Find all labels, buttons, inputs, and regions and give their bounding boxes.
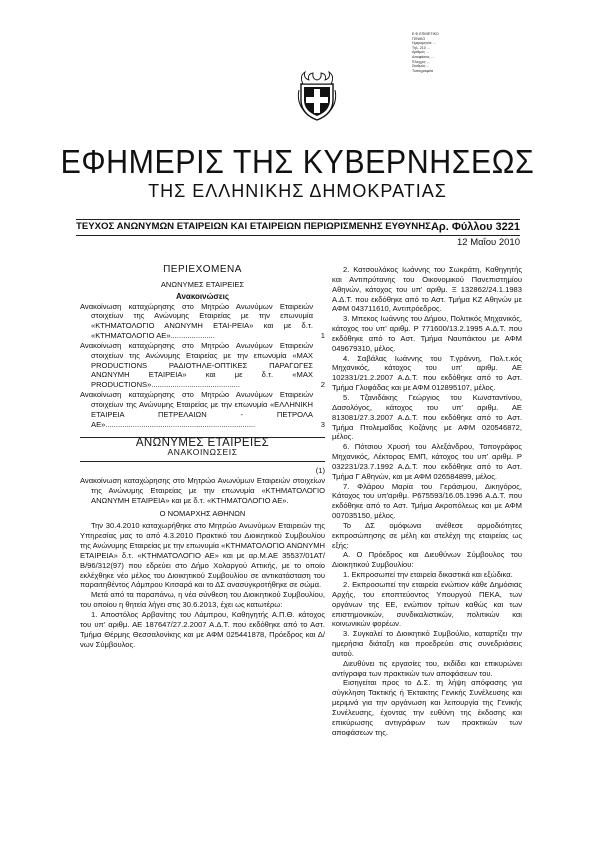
section-subtitle: ΑΝΑΚΟΙΝΩΣΕΙΣ xyxy=(167,447,238,458)
stamp-line: Έλεγχος ... xyxy=(412,59,430,64)
stamp-line: Τηλ. 210 ... xyxy=(412,45,430,50)
contents-item-page: 3 xyxy=(320,419,325,429)
prefect-heading: Ο ΝΟΜΑΡΧΗΣ ΑΘΗΝΩΝ xyxy=(159,508,246,518)
board-member-paragraph: 2. Κατσουλάκος Ιωάννης του Σωκράτη, Καθηγητής και Αντιπρύτανης του Οικονομικού Πανεπιστημίου Αθηνών, κάτοχος του υπ' αριθμ. Ξ 132862/24.1.1983 Α.Δ.Τ. που εκδόθηκε από το Αστ. Τμήμα ΚΖ Αθηνών με ΑΦΜ 043711610, Αντιπρόεδρος. xyxy=(332,265,522,314)
section-title: ΑΝΩΝΥΜΕΣ ΕΤΑΙΡΕΙΕΣ xyxy=(135,436,270,449)
notice-paragraph: Μετά από τα παραπάνω, η νέα σύνθεση του Διοικητικού Συμβουλίου, του οποίου η θητεία λήγει στις 30.6.2013, έχει ως κατωτέρω: xyxy=(80,590,325,610)
contents-item[interactable] xyxy=(80,390,325,429)
stamp-line: Αποφάσεις ... xyxy=(412,54,434,59)
left-column xyxy=(80,265,325,649)
notice-heading: Ανακοίνωση καταχώρησης στο Μητρώο Ανωνύμων Εταιρειών στοιχείων της Ανώνυμης Εταιρείας με την επωνυμία «ΚΤΗΜΑΤΟΛΟΓΙΟ ΑΝΩΝΥΜΗ ΕΤΑΙΡΕΙΑ» και με δ.τ. «ΚΤΗΜΑΤΟΛΟΓΙΟ ΑΕ». xyxy=(80,476,325,505)
representation-paragraph: Α. Ο Πρόεδρος και Διευθύνων Σύμβουλος του Διοικητικού Συμβουλίου: xyxy=(332,550,522,570)
notice-number: (1) xyxy=(315,466,325,476)
stamp-line: Ημερομηνία: ... xyxy=(412,41,437,46)
board-member-paragraph: 6. Πότσιου Χρυσή του Αλεξάνδρου, Τοπογράφος Μηχανικός, Λέκτορας ΕΜΠ, κάτοχος του υπ' αριθμ. Ρ 032231/23.7.1992 Α.Δ.Τ. που εκδόθηκε από το Αστ. Τμήμα Γ Αθηνών, και με ΑΦΜ 026584899, μέλος. xyxy=(332,442,522,481)
issue-bar xyxy=(76,221,520,233)
stamp-line: Τυπογραφεία xyxy=(412,68,434,73)
sheet-number: Αρ. Φύλλου 3221 xyxy=(430,221,520,233)
representation-paragraph: Διευθύνει τις εργασίες του, εκδίδει και επικυρώνει αντίγραφα των πρακτικών των αποφάσεων του. xyxy=(332,658,522,678)
representation-paragraph: Εισηγείται προς το Δ.Σ. τη λήψη απόφασης για σύγκληση Τακτικής ή Έκτακτης Γενικής Συνέλευσης και μεριμνά για την οργάνωση και λειτουργία της Γενικής Συνέλευσης, έχοντας την ευθύνη της έκδοσης και επικύρωσης αντιγράφων των πρακτικών των αποφάσεων της. xyxy=(332,678,522,737)
stamp-line: Σταθμός ... xyxy=(412,64,430,69)
contents-item[interactable] xyxy=(80,302,325,341)
representation-paragraph: Το ΔΣ ομόφωνα ανέθεσε αρμοδιότητες εκπροσώπησης σε μέλη και στελέχη της εταιρείας ως εξής: xyxy=(332,520,522,550)
contents-subsection: Ανακοινώσεις xyxy=(175,291,229,301)
board-member-paragraph: 7. Φλάρου Μαρία του Γεράσιμου, Δικηγόρος, Κάτοχος του υπ'αριθμ. Ρ675593/16.05.1996 Α.Δ.Τ. που εκδόθηκε από το Αστ. Τμήμα Ακροπόλεως και με ΑΦΜ 007035150, μέλος. xyxy=(332,481,522,521)
right-column xyxy=(332,265,522,738)
contents-item-page: 1 xyxy=(320,331,325,341)
issue-date: 12 Μαΐου 2010 xyxy=(457,237,520,248)
contents-item-text: Ανακοίνωση καταχώρησης στο Μητρώο Ανωνύμων Εταιρειών στοιχείων της Ανώνυμης Εταιρείας με την επωνυμία «MAX PRODUCTIONS ΡΑΔΙΟΤΗΛΕ-ΟΠΤΙΚΕΣ ΠΑΡΑΓΩΓΕΣ ΑΝΩΝΥΜΗ ΕΤΑΙΡΕΙΑ» και με δ.τ. «MAX PRODUCTIONS».......................................... xyxy=(80,340,313,390)
stamp-line: Ε.Φ.ΕΠΙΘΕΤΙΚΟ xyxy=(412,32,439,36)
contents-item[interactable] xyxy=(80,341,325,390)
issue-type: ΤΕΥΧΟΣ ΑΝΩΝΥΜΩΝ ΕΤΑΙΡΕΙΩΝ ΚΑΙ ΕΤΑΙΡΕΙΩΝ ΠΕΡΙΩΡΙΣΜΕΝΗΣ ΕΥΘΥΝΗΣ xyxy=(76,221,431,232)
notice-paragraph: Την 30.4.2010 καταχωρήθηκε στο Μητρώο Ανωνύμων Εταιρειών της Υπηρεσίας μας το από 4.3.2010 Πρακτικό του Διοικητικού Συμβουλίου της Ανώνυμης Εταιρείας με την επωνυμία «ΚΤΗΜΑΤΟΛΟΓΙΟ ΑΝΩΝΥΜΗ ΕΤΑΙΡΕΙΑ» δ.τ. «ΚΤΗΜΑΤΟΛΟΓΙΟ ΑΕ» και με αρ.Μ.ΑΕ 35537/01ΑΤ/Β/96/312(97) που εδρεύει στο Δήμο Χολαργού Αττικής, με το οποίο εκλέχθηκε νέο μέλος του Διοικητικού Συμβουλίου σε αντικατάσταση του παραιτηθέντος Λάμπρου Κιτσαρά και το ΔΣ ανασυγκροτήθηκε σε σώμα. xyxy=(80,521,325,590)
masthead-rule-bottom xyxy=(76,235,520,236)
board-member-paragraph: 5. Τζανιδάκης Γεώργιος του Κωνσταντίνου, Δασολόγος, κάτοχος του υπ' αριθμ. ΑΕ 813081/27.3.2007 Α.Δ.Τ. που εκδόθηκε από το Αστ. Τμήμα Πτολεμαΐδας Κοζάνης με ΑΦΜ 020546872, μέλος. xyxy=(332,392,522,442)
contents-section: ΑΝΩΝΥΜΕΣ ΕΤΑΙΡΕΙΕΣ xyxy=(160,279,245,289)
stamp-line: Αριθμός ... xyxy=(412,50,430,55)
representation-paragraph: 1. Εκπροσωπεί την εταιρεία δικαστικά και εξώδικα. xyxy=(343,570,513,580)
gazette-title: ΕΦΗΜΕΡΙΣ ΤΗΣ ΚΥΒΕΡΝΗΣΕΩΣ xyxy=(60,143,535,180)
board-member-paragraph: 4. Σαβάλας Ιωάννης του Τ.γράννη, Πολ.τ.κός Μηχανικός, κάτοχος του υπ' αριθμ. ΑΕ 102331/21.2.2007 Α.Δ.Τ. που εκδόθηκε από το Αστ. Τμήμα Γλυφάδας και με ΑΦΜ 012895107, μέλος. xyxy=(332,353,522,393)
contents-item-text: Ανακοίνωση καταχώρησης στο Μητρώο Ανωνύμων Εταιρειών στοιχείων της Ανώνυμης Εταιρείας με την επωνυμία «ΚΤΗΜΑΤΟΛΟΓΙΟ ΑΝΩΝΥΜΗ ΕΤΑΙ-ΡΕΙΑ» και με δ.τ. «ΚΤΗΜΑΤΟΛΟΓΙΟ ΑΕ»..................... xyxy=(80,301,313,341)
representation-paragraph: 2. Εκπροσωπεί την εταιρεία ενώπιον κάθε Δημόσιας Αρχής, του εποπτεύοντος Υπουργού ΠΕΚΑ, των οργάνων της ΕΕ, ενώπιον τρίτων καθώς και των επιστημονικών, συνδικαλιστικών, πολιτικών και κοινωνικών φορέων. xyxy=(332,580,522,629)
digital-signature-stamp xyxy=(412,32,486,73)
contents-item-text: Ανακοίνωση καταχώρησης στο Μητρώο Ανωνύμων Εταιρειών στοιχείων της Ανώνυμης Εταιρείας με την επωνυμία «ΕΛΛΗΝΙΚΗ ΕΤΑΙΡΕΙΑ ΠΕΤΡΕΛΑΙΩΝ - ΠΕΤΡΟΛΑ ΑΕ»....................................................................... xyxy=(80,390,313,429)
representation-paragraph: 3. Συγκαλεί το Διοικητικό Συμβούλιο, καταρτίζει την ημερήσια διάταξη και προεδρεύει στις συνεδριάσεις αυτού. xyxy=(332,629,522,658)
gazette-subtitle: ΤΗΣ ΕΛΛΗΝΙΚΗΣ ΔΗΜΟΚΡΑΤΙΑΣ xyxy=(148,181,447,201)
stamp-line: ΓΕΝΙΚΟ xyxy=(412,36,426,41)
greek-coat-of-arms-icon xyxy=(297,70,337,122)
contents-title: ΠΕΡΙΕΧΟΜΕΝΑ xyxy=(163,264,242,275)
board-member-paragraph: 3. Μπεκος Ιωάννης του Δήμου, Πολιτικός Μηχανικός, κάτοχος του υπ' αριθμ. Ρ 771600/13.2.1995 Α.Δ.Τ. που εκδόθηκε από το Αστ. Τμήμα Ναυπάκτου με ΑΦΜ 049679310, μέλος. xyxy=(332,314,522,353)
section-header xyxy=(80,437,325,463)
notice-paragraph: 1. Αποστόλος Αρβανίτης του Λάμπρου, Καθηγητής Α.Π.Θ. κάτοχος του υπ' αριθμ. ΑΕ 187647/27.2.2007 Α.Δ.Τ. που εκδόθηκε από το Αστ. Τμήμα Θέρμης Θεσσαλονίκης και με ΑΦΜ 025441878, Πρόεδρος και Δ/νων Σύμβουλος. xyxy=(80,610,325,649)
contents-item-page: 2 xyxy=(320,380,325,390)
masthead-rule-top xyxy=(76,219,520,220)
